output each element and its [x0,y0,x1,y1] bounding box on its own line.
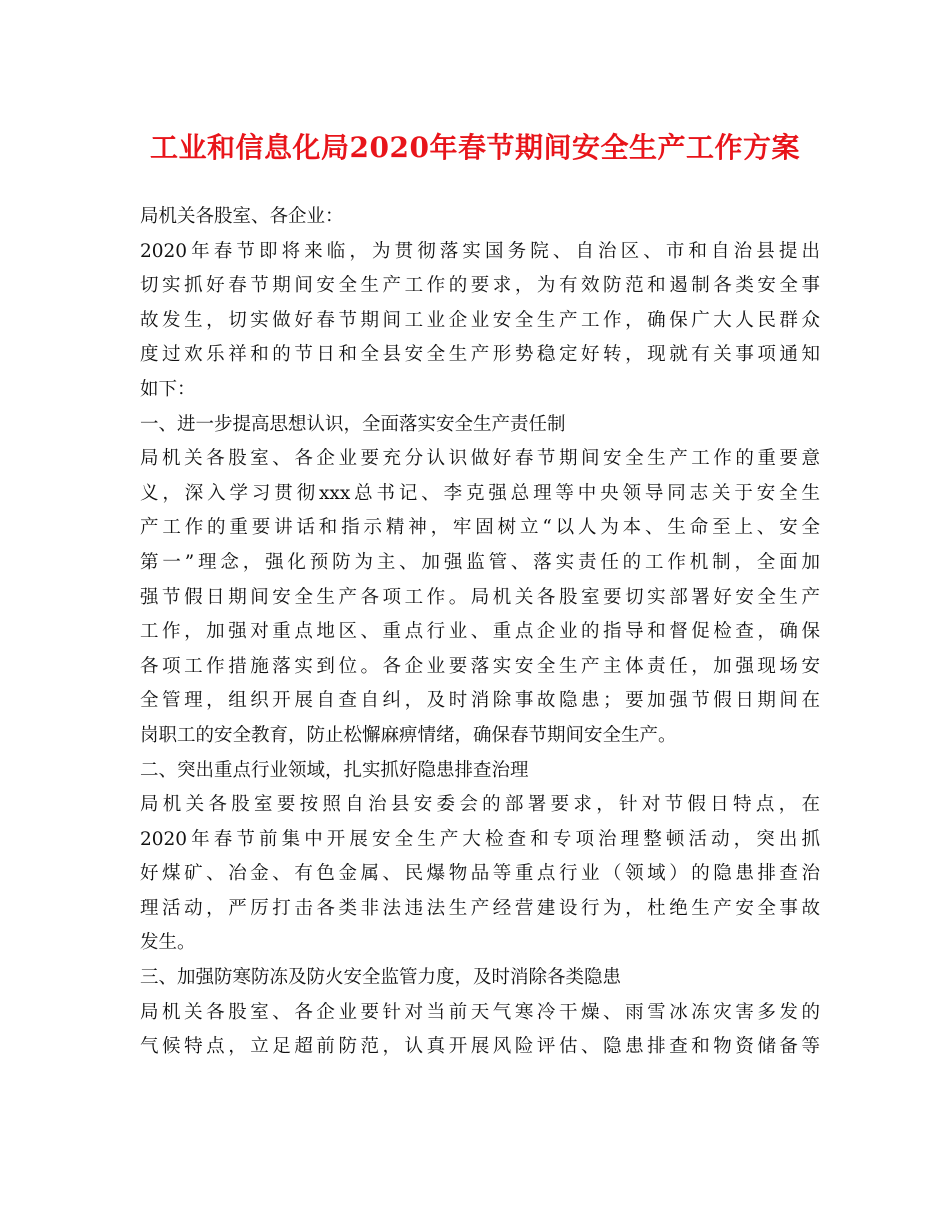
body-line: 2020年春节前集中开展安全生产大检查和专项治理整顿活动，突出抓 [140,828,820,850]
body-line: 局机关各股室要按照自治县安委会的部署要求，针对节假日特点，在 [140,794,820,816]
body-line: 好煤矿、冶金、有色金属、民爆物品等重点行业（领域）的隐患排查治 [140,863,820,885]
body-line: 各项工作措施落实到位。各企业要落实安全生产主体责任，加强现场安 [140,655,820,677]
body-line: 产工作的重要讲话和指示精神，牢固树立“以人为本、生命至上、安全 [140,517,820,539]
body-line: 局机关各股室、各企业要针对当前天气寒冷干燥、雨雪冰冻灾害多发的 [140,1001,820,1023]
body-line: 度过欢乐祥和的节日和全县安全生产形势稳定好转，现就有关事项通知 [140,344,820,366]
body-line: 岗职工的安全教育，防止松懈麻痹情绪，确保春节期间安全生产。 [140,724,677,746]
document-body [140,200,820,1065]
body-line: 二、突出重点行业领域，扎实抓好隐患排查治理 [140,759,529,781]
body-line: 如下： [140,378,196,400]
body-line: 发生。 [140,932,196,954]
body-line: 三、加强防寒防冻及防火安全监管力度，及时消除各类隐患 [140,967,622,989]
body-line: 一、进一步提高思想认识，全面落实安全生产责任制 [140,413,566,435]
body-line: 第一”理念，强化预防为主、加强监管、落实责任的工作机制，全面加 [140,551,820,573]
body-line: 理活动，严厉打击各类非法违法生产经营建设行为，杜绝生产安全事故 [140,897,820,919]
body-line: 局机关各股室、各企业要充分认识做好春节期间安全生产工作的重要意 [140,448,820,470]
body-line: 2020年春节即将来临，为贯彻落实国务院、自治区、市和自治县提出 [140,240,820,262]
body-line: 故发生，切实做好春节期间工业企业安全生产工作，确保广大人民群众 [140,309,820,331]
body-line: 局机关各股室、各企业： [140,206,344,227]
body-line: 全管理，组织开展自查自纠，及时消除事故隐患；要加强节假日期间在 [140,690,820,712]
body-line: 强节假日期间安全生产各项工作。局机关各股室要切实部署好安全生产 [140,586,820,608]
document-title: 工业和信息化局2020年春节期间安全生产工作方案 [150,131,800,164]
body-line: 气候特点，立足超前防范，认真开展风险评估、隐患排查和物资储备等 [140,1036,820,1058]
body-line: 工作，加强对重点地区、重点行业、重点企业的指导和督促检查，确保 [140,621,820,643]
body-line: 义，深入学习贯彻xxx总书记、李克强总理等中央领导同志关于安全生 [140,482,820,504]
body-line: 切实抓好春节期间安全生产工作的要求，为有效防范和遏制各类安全事 [140,275,820,297]
